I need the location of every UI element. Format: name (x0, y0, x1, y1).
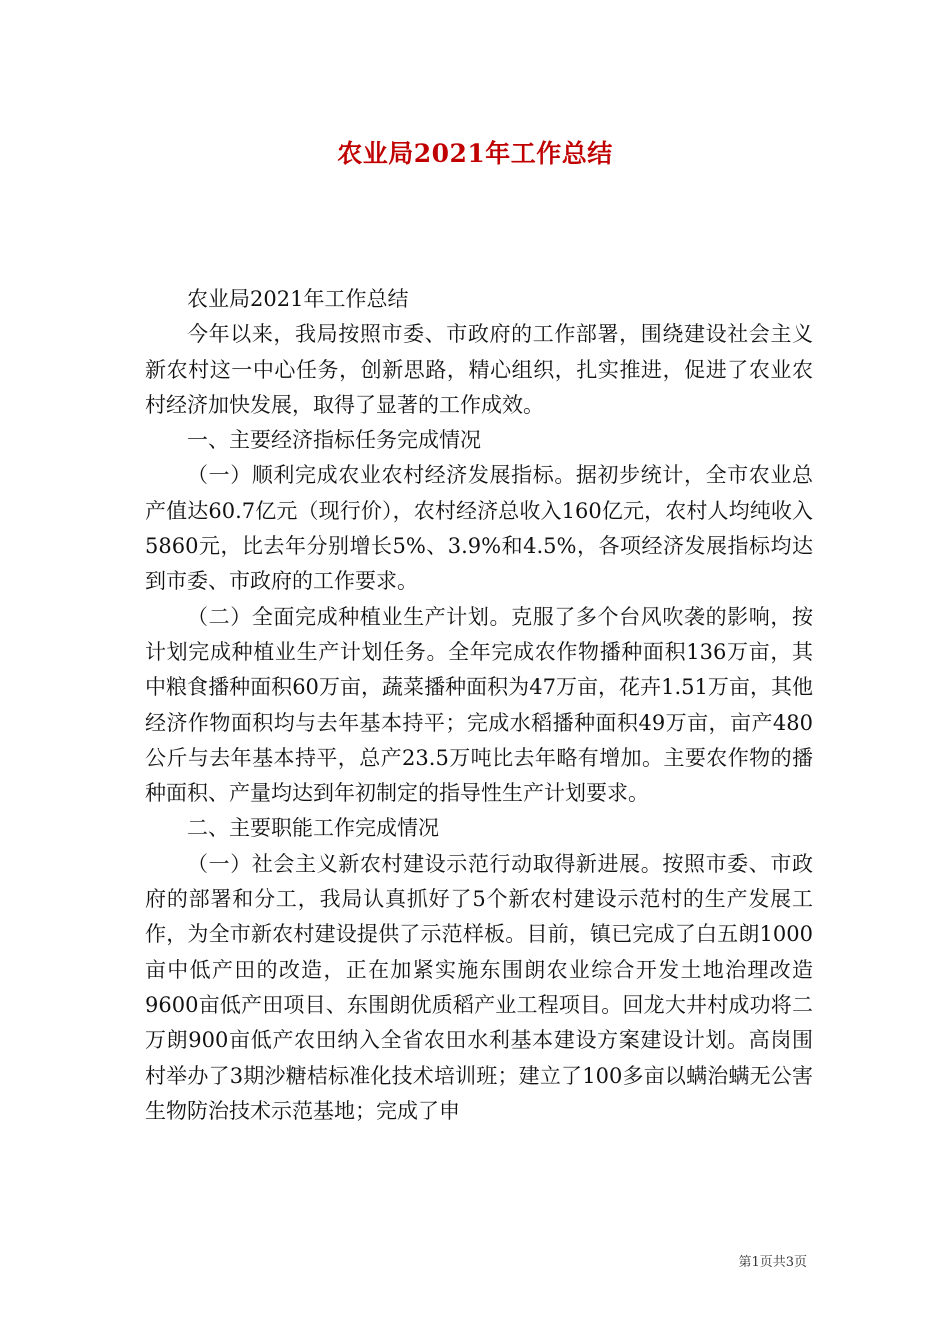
document-body (145, 282, 813, 1129)
section-heading-2: 二、主要职能工作完成情况 (187, 816, 439, 841)
paragraph-planting-plan: （二）全面完成种植业生产计划。克服了多个台风吹袭的影响，按计划完成种植业生产计划任务。全年完成农作物播种面积136万亩，其中粮食播种面积60万亩，蔬菜播种面积为47万亩，花卉1.51万亩，其他经济作物面积均与去年基本持平；完成水稻播种面积49万亩，亩产480公斤与去年基本持平，总产23.5万吨比去年略有增加。主要农作物的播种面积、产量均达到年初制定的指导性生产计划要求。 (145, 604, 813, 806)
document-title: 农业局2021年工作总结 (337, 139, 613, 168)
paragraph-new-countryside: （一）社会主义新农村建设示范行动取得新进展。按照市委、市政府的部署和分工，我局认真抓好了5个新农村建设示范村的生产发展工作，为全市新农村建设提供了示范样板。目前，镇已完成了白五朗1000亩中低产田的改造，正在加紧实施东围朗农业综合开发土地治理改造9600亩低产田项目、东围朗优质稻产业工程项目。回龙大井村成功将二万朗900亩低产农田纳入全省农田水利基本建设方案建设计划。高岗围村举办了3期沙糖桔标准化技术培训班；建立了100多亩以螨治螨无公害生物防治技术示范基地；完成了申 (145, 851, 813, 1123)
paragraph-heading: 农业局2021年工作总结 (187, 287, 409, 311)
paragraph-economic-indicators: （一）顺利完成农业农村经济发展指标。据初步统计，全市农业总产值达60.7亿元（现行价），农村经济总收入160亿元，农村人均纯收入5860元，比去年分别增长5%、3.9%和4.5%，各项经济发展指标均达到市委、市政府的工作要求。 (145, 463, 813, 594)
paragraph-intro: 今年以来，我局按照市委、市政府的工作部署，围绕建设社会主义新农村这一中心任务，创新思路，精心组织，扎实推进，促进了农业农村经济加快发展，取得了显著的工作成效。 (145, 322, 813, 417)
section-heading-1: 一、主要经济指标任务完成情况 (187, 428, 481, 453)
page-number: 第1页共3页 (738, 1255, 807, 1270)
